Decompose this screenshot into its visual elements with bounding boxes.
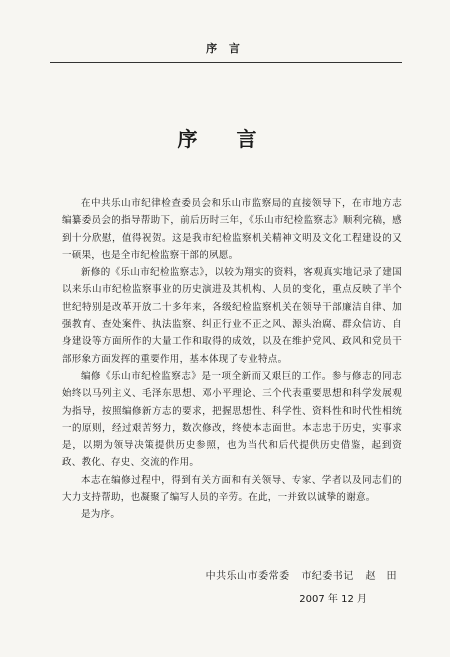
page-title: 序 言 [177,127,273,151]
running-head: 序 言 [206,42,244,55]
paragraph: 本志在编修过程中，得到有关方面和有关领导、专家、学者以及同志们的大力支持帮助，也凝聚了编写人员的辛劳。在此，一并致以诚挚的谢意。 [62,474,402,504]
paragraph: 编修《乐山市纪检监察志》是一项全新而又艰巨的工作。参与修志的同志始终以马列主义、毛泽东思想、邓小平理论、三个代表重要思想和科学发展观为指导，按照编修新方志的要求，把握思想性、科学性、资料性和时代性相统一的原则，经过艰苦努力，数次修改，终使本志面世。本志忠于历史，实事求是，以期为领导决策提供历史参照，也为当代和后代提供历史借鉴，起到资政、教化、存史、交流的作用。 [62,370,402,469]
signature-line [0,567,397,582]
signature-organization: 中共乐山市委常委 [205,571,290,582]
paragraph: 是为序。 [81,509,121,521]
paragraph: 在中共乐山市纪律检查委员会和乐山市监察局的直接领导下，在市地方志编纂委员会的指导帮助下，前后历时三年，《乐山市纪检监察志》顺利完稿，感到十分欣慰，值得祝贺。这是我市纪检监察机关精神文明及文化工程建设的又一硕果，也是全市纪检监察干部的夙愿。 [62,198,402,261]
signature-name: 赵 田 [365,571,397,582]
paragraph: 新修的《乐山市纪检监察志》，以较为翔实的资料，客观真实地记录了建国以来乐山市纪检监察事业的历史演进及其机构、人员的变化，重点反映了半个世纪特别是改革开放二十多年来，各级纪检监察机关在领导干部廉洁自律、加强教育、查处案件、执法监察、纠正行业不正之风、源头治腐、群众信访、自身建设等方面所作的大量工作和取得的成效，以及在维护党风、政风和党员干部形象方面发挥的重要作用，基本体现了专业特点。 [62,267,402,365]
signature-date: 2007 年 12 月 [299,594,367,605]
header-divider [50,62,402,63]
signature-position: 市纪委书记 [301,571,354,582]
preface-body [62,195,402,524]
